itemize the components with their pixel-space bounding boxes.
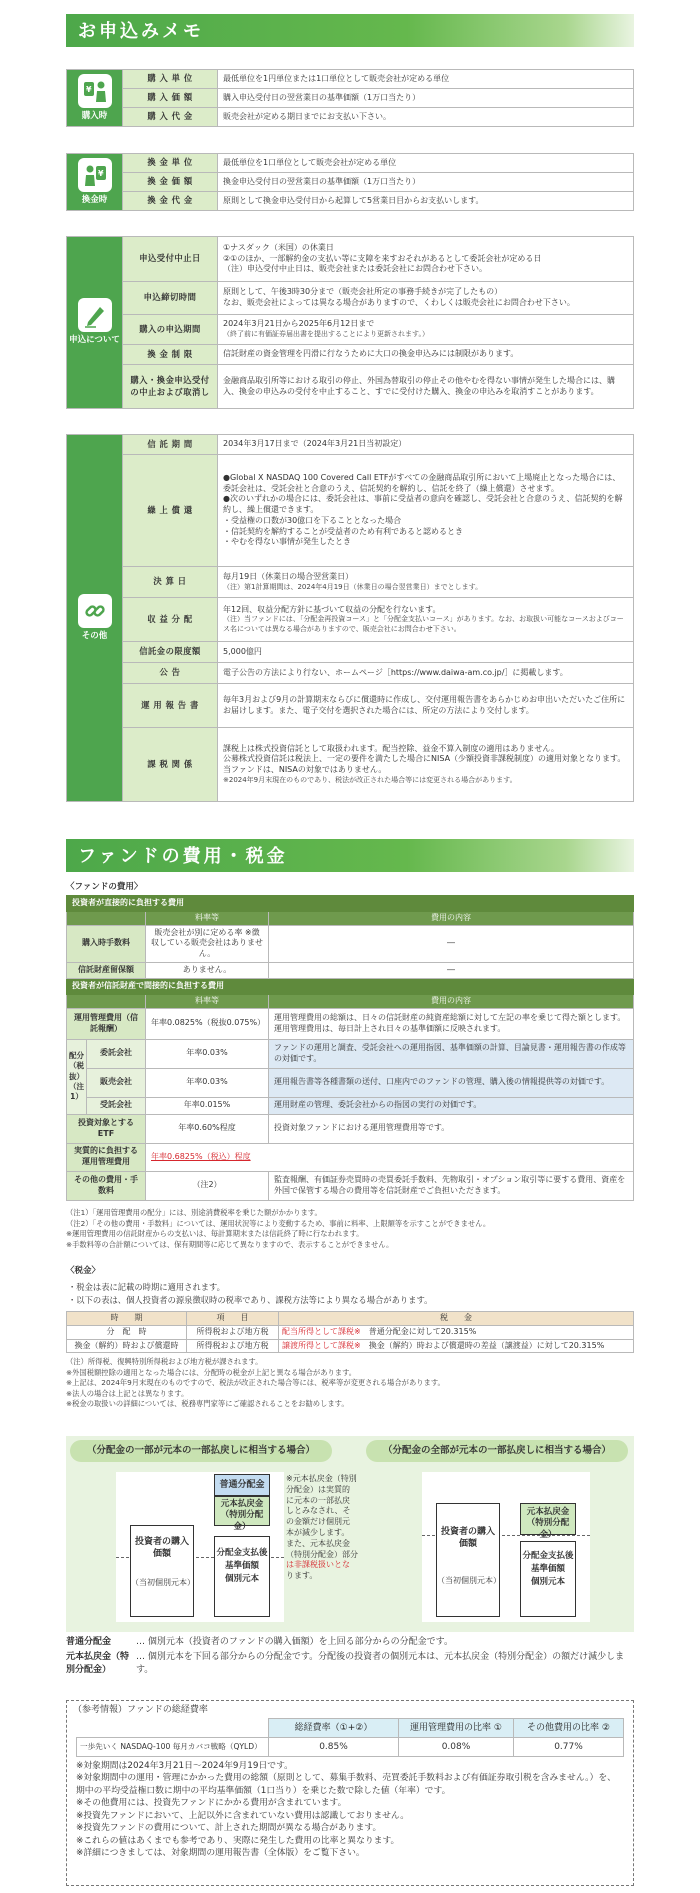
definition-term: 普通分配金 bbox=[66, 1637, 112, 1647]
purchase-icon-label: 購入時 bbox=[81, 110, 108, 121]
tax-head-time: 時 期 bbox=[67, 1312, 187, 1326]
tax-bullet: ・税金は表に記載の時期に適用されます。 bbox=[68, 1282, 225, 1292]
breakdown-seller-label: 販売会社 bbox=[87, 1068, 146, 1097]
fund-cost-heading: 〈ファンドの費用〉 bbox=[66, 882, 143, 892]
report-label: 運 用 報 告 書 bbox=[123, 684, 218, 728]
small-note: （注）第1計算期間は、2024年4月19日（休業日の場合翌営業日）までとします。 bbox=[223, 582, 483, 591]
tax-head-item: 項 目 bbox=[187, 1312, 279, 1326]
direct-fee-header: 料率等 bbox=[146, 911, 269, 925]
effective-value-cell bbox=[146, 1143, 634, 1171]
other-cost-content: 監査報酬、有価証券売買時の売買委託手数料、先物取引・オプション取引等に要する費用、資産を外国で保管する場合の費用等を信託財産でご負担いただきます。 bbox=[269, 1171, 634, 1200]
purchase-payment-label: 購 入 代 金 bbox=[123, 108, 218, 127]
normal-definition bbox=[66, 1636, 634, 1649]
note-line: （注1）「運用管理費用の配分」には、別途消費税率を乗じた額がかかります。 bbox=[66, 1208, 322, 1217]
definition-text: … 個別元本（投資者のファンドの購入価額）を上回る部分からの分配金です。 bbox=[136, 1637, 453, 1647]
suspension-date-value bbox=[218, 237, 634, 282]
note-line: ※元本払戻金（特別 bbox=[286, 1474, 357, 1483]
text-line: ●Global X NASDAQ 100 Covered Call ETFがすべての金融商品取引所において上場廃止となった場合には、委託会社は、受託会社と合意のうえ、信託契約を解約し、信託を終了（繰上償還）させます。 bbox=[223, 472, 621, 493]
purchase-fee-label: 購入時手数料 bbox=[67, 925, 146, 962]
effective-value: 年率0.6825%（税込）程度 bbox=[151, 1151, 251, 1161]
tax-bullets bbox=[68, 1281, 432, 1307]
direct-content-header: 費用の内容 bbox=[269, 911, 634, 925]
note-line: ※対象期間中の運用・管理にかかった費用の総額（原則として、募集手数料、売買委託手数料および有価証券取引税を含みません。）を、期中の平均受益権口数に期中の平均基準価額（1口当り）を乗じた数で除した値（年率）です。 bbox=[76, 1773, 616, 1796]
note-line: ※外国税額控除の適用となった場合には、分配時の税金が上記と異なる場合があります。 bbox=[66, 1367, 357, 1377]
definition-text: … 個別元本を下回る部分からの分配金です。分配後の投資者の個別元本は、元本払戻金（特別分配金）の額だけ減少します。 bbox=[136, 1652, 625, 1676]
text-line: 2024年3月21日から2025年6月12日まで bbox=[223, 319, 375, 329]
text-line: 当ファンドは、NISAの対象ではありません。 bbox=[223, 765, 387, 775]
breakdown-trustor-content: ファンドの運用と調査、受託会社への運用指図、基準価額の計算、目論見書・運用報告書の作成等の対価です。 bbox=[269, 1039, 634, 1068]
pen-icon bbox=[78, 298, 112, 332]
svg-text:¥: ¥ bbox=[85, 84, 92, 94]
indirect-header-blank bbox=[67, 994, 146, 1008]
text-line: ●次のいずれかの場合には、委託会社は、事前に受益者の意向を確認し、受託会社と合意のうえ、信託契約を解約し、繰上償還できます。 bbox=[223, 494, 623, 515]
breakdown-trustor-fee: 年率0.03% bbox=[146, 1039, 269, 1068]
settlement-date-label: 決 算 日 bbox=[123, 567, 218, 598]
other-section bbox=[66, 434, 634, 802]
other-icon-label: その他 bbox=[81, 630, 108, 641]
reference-table bbox=[76, 1718, 624, 1757]
exchange-price-value: 換金申込受付日の翌営業日の基準価額（1万口当たり） bbox=[218, 173, 634, 192]
indirect-fee-header: 料率等 bbox=[146, 994, 269, 1008]
report-value: 毎年3月および9月の計算期末ならびに償還時に作成し、交付運用報告書をあらかじめお申出いただいたご住所にお届けします。また、電子交付を選択された場合には、所定の方法により交付します。 bbox=[218, 684, 634, 728]
trust-limit-value: 5,000億円 bbox=[218, 642, 634, 663]
effective-label: 実質的に負担する運用管理費用 bbox=[67, 1143, 146, 1171]
etf-fee: 年率0.60%程度 bbox=[146, 1114, 269, 1143]
initial-principal-label: （当初個別元本） bbox=[131, 1578, 195, 1588]
exchange-icon-cell bbox=[67, 154, 123, 211]
tax-time-redemption: 換金（解約）時および償還時 bbox=[67, 1339, 187, 1353]
retention-label: 信託財産留保額 bbox=[67, 962, 146, 978]
purchase-payment-value: 販売会社が定める期日までにお支払い下さい。 bbox=[218, 108, 634, 127]
purchase-price-label: 購 入 価 額 bbox=[123, 89, 218, 108]
text-line: ・信託契約を解約することが受益者のため有利であると認めるとき bbox=[223, 526, 463, 536]
principal-label: 個別元本 bbox=[530, 1577, 565, 1588]
application-section bbox=[66, 236, 634, 409]
normal-dist-box: 普通分配金 bbox=[214, 1474, 270, 1496]
ref-head-total: 総経費率（①+②） bbox=[269, 1719, 399, 1738]
breakdown-trustee-fee: 年率0.015% bbox=[146, 1097, 269, 1114]
tax-desc: 普通分配金に対して20.315% bbox=[368, 1326, 477, 1336]
indirect-content-header: 費用の内容 bbox=[269, 994, 634, 1008]
link-icon bbox=[78, 594, 112, 628]
memo-title: お申込みメモ bbox=[78, 21, 204, 42]
note-line: ります。 bbox=[286, 1571, 318, 1581]
other-icon-cell bbox=[67, 435, 123, 802]
note-line: ※対象期間は2024年3月21日～2024年9月19日です。 bbox=[76, 1761, 293, 1771]
ref-head-mgmt: 運用管理費用の比率 ① bbox=[399, 1719, 514, 1738]
refund-note bbox=[286, 1474, 366, 1582]
tax-head-tax: 税 金 bbox=[279, 1312, 634, 1326]
text-line: ①ナスダック（米国）の休業日 bbox=[223, 242, 334, 252]
left-scenario-title: （分配金の一部が元本の一部払戻しに相当する場合） bbox=[70, 1440, 332, 1462]
application-icon-cell bbox=[67, 237, 123, 409]
tax-heading: 〈税金〉 bbox=[66, 1266, 101, 1276]
cancellation-label: 購入・換金申込受付の中止および取消し bbox=[123, 365, 218, 409]
purchase-section bbox=[66, 69, 634, 127]
note-line: （注）所得税、復興特別所得税および地方税が課されます。 bbox=[66, 1357, 263, 1366]
tax-notes bbox=[66, 1357, 634, 1410]
tax-desc: 換金（解約）時および償還時の差益（譲渡益）に対して20.315% bbox=[368, 1340, 605, 1350]
note-line: ※その他費用には、投資先ファンドにかかる費用が含まれています。 bbox=[76, 1798, 347, 1809]
exchange-limit-label: 換 金 制 限 bbox=[123, 345, 218, 365]
text-line: ・受益権の口数が30億口を下ることとなった場合 bbox=[223, 515, 402, 525]
tax-value-distribution bbox=[279, 1325, 634, 1339]
exchange-section bbox=[66, 153, 634, 211]
taxation-value bbox=[218, 728, 634, 802]
application-period-label: 購入の申込期間 bbox=[123, 315, 218, 345]
note-line: ※運用管理費用の信託財産からの支払いは、毎計算期末または信託終了時に行なわれます。 bbox=[66, 1229, 364, 1239]
fees-title-bar bbox=[66, 839, 634, 872]
memo-title-bar bbox=[66, 14, 634, 47]
fee-table bbox=[66, 895, 634, 1201]
deadline-label: 申込締切時間 bbox=[123, 282, 218, 315]
breakdown-seller-fee: 年率0.03% bbox=[146, 1068, 269, 1097]
tax-item-distribution: 所得税および地方税 bbox=[187, 1325, 279, 1339]
reference-notes bbox=[76, 1760, 624, 1860]
text-line: 公募株式投資信託は税法上、一定の要件を満たした場合にNISA（少額投資非課税制度）の適用対象となります。 bbox=[223, 754, 626, 764]
fee-notes bbox=[66, 1208, 634, 1250]
text-line: ・やむを得ない事情が発生したとき bbox=[223, 537, 351, 547]
public-notice-label: 公 告 bbox=[123, 663, 218, 684]
tax-time-distribution: 分 配 時 bbox=[67, 1325, 187, 1339]
exchange-icon-label: 換金時 bbox=[81, 194, 108, 205]
after-label: 分配金支払後 bbox=[216, 1548, 268, 1558]
ref-fund-name: 一歩先いく NASDAQ-100 毎月カバコ戦略（QYLD） bbox=[77, 1738, 269, 1757]
public-notice-value: 電子公告の方法により行ない、ホームページ［https://www.daiwa-am.co.jp/］に掲載します。 bbox=[218, 663, 634, 684]
direct-header-blank bbox=[67, 911, 146, 925]
small-note: （注）当ファンドには、「分配金再投資コース」と「分配金支払いコース」があります。なお、お取扱い可能なコースおよびコース名については異なる場合がありますので、販売会社にお問合わせ下さい。 bbox=[223, 615, 624, 633]
ref-other: 0.77% bbox=[514, 1738, 624, 1757]
tax-bullet: ・以下の表は、個人投資者の源泉徴収時の税率であり、課税方法等により異なる場合があります。 bbox=[68, 1294, 433, 1305]
suspension-date-label: 申込受付中止日 bbox=[123, 237, 218, 282]
small-note: ※2024年9月末現在のものであり、税法が改正された場合等には変更される場合があります。 bbox=[223, 775, 517, 784]
left-after-box bbox=[214, 1536, 270, 1617]
note-line: ※これらの値はあくまでも参考であり、実際に発生した費用の比率と異なります。 bbox=[76, 1835, 400, 1846]
mgmt-fee-content: 運用管理費用の総額は、日々の信託財産の純資産総額に対して左記の率を乗じて得た額とします。運用管理費用は、毎日計上され日々の基準価額に反映されます。 bbox=[269, 1008, 634, 1039]
definition-term: 元本払戻金（特別分配金） bbox=[66, 1652, 130, 1676]
note-line: 本が減少します。 bbox=[286, 1527, 350, 1537]
note-line: ※投資先ファンドにおいて、上記以外に含まれていない費用は認識しておりません。 bbox=[76, 1810, 410, 1821]
tax-item-redemption: 所得税および地方税 bbox=[187, 1339, 279, 1353]
text-line: 年12回、収益分配方針に基づいて収益の分配を行ないます。 bbox=[223, 604, 441, 614]
base-nav-label: 基準価額 bbox=[530, 1564, 565, 1575]
purchase-price-value: 購入申込受付日の翌営業日の基準価額（1万口当たり） bbox=[218, 89, 634, 108]
distribution-illustration bbox=[66, 1436, 634, 1632]
tax-value-redemption bbox=[279, 1339, 634, 1353]
initial-principal-label: （当初個別元本） bbox=[437, 1576, 501, 1586]
exchange-icon bbox=[78, 158, 112, 192]
fees-title: ファンドの費用・税金 bbox=[78, 846, 288, 867]
deadline-value bbox=[218, 282, 634, 315]
purchase-fee-content: ― bbox=[269, 925, 634, 962]
refund-box-right: 元本払戻金（特別分配金） bbox=[520, 1503, 576, 1535]
settlement-date-value bbox=[218, 567, 634, 598]
note-line: また、元本払戻金 bbox=[286, 1538, 350, 1548]
text-line: ②①のほか、一部解約金の支払い等に支障を来すおそれがあるとして委託会社が定める日 bbox=[223, 253, 542, 263]
exchange-price-label: 換 金 価 額 bbox=[123, 173, 218, 192]
reference-title: （参考情報）ファンドの総経費率 bbox=[73, 1705, 208, 1715]
after-label: 分配金支払後 bbox=[522, 1551, 574, 1561]
refund-box-left: 元本払戻金（特別分配金） bbox=[214, 1496, 270, 1526]
note-line: ※手数料等の合計額については、保有期間等に応じて異なりますので、表示することができません。 bbox=[66, 1239, 394, 1249]
breakdown-trustor-label: 委託会社 bbox=[87, 1039, 146, 1068]
exchange-limit-value: 信託財産の資金管理を円滑に行なうために大口の換金申込みには制限があります。 bbox=[218, 345, 634, 365]
text-line: （注）申込受付中止日は、販売会社または委託会社にお問合わせ下さい。 bbox=[223, 264, 487, 274]
reference-box bbox=[66, 1700, 634, 1886]
note-line: の金額だけ個別元 bbox=[286, 1517, 350, 1527]
application-icon-label: 申込について bbox=[69, 335, 120, 346]
small-note: （終了前に有価証券届出書を提出することにより更新されます。） bbox=[223, 330, 429, 339]
early-redemption-label: 繰 上 償 還 bbox=[123, 455, 218, 567]
base-nav-label: 基準価額 bbox=[224, 1561, 259, 1572]
note-line: に元本の一部払戻 bbox=[286, 1495, 350, 1505]
note-line: ※詳細につきましては、対象期間の運用報告書（全体版）をご覧下さい。 bbox=[76, 1848, 365, 1859]
note-line: ※法人の場合は上記とは異なります。 bbox=[66, 1388, 189, 1398]
etf-label: 投資対象とするETF bbox=[67, 1114, 146, 1143]
note-line: ※投資先ファンドの費用について、計上された期間が異なる場合があります。 bbox=[76, 1823, 382, 1834]
note-line: は非課税扱いとな bbox=[286, 1560, 350, 1570]
right-purchase-price-box bbox=[436, 1503, 500, 1617]
retention-value: ありません。 bbox=[146, 962, 269, 978]
investor-price-label: 投資者の購入価額 bbox=[134, 1537, 189, 1560]
note-line: （特別分配金）部分 bbox=[286, 1549, 358, 1559]
left-purchase-price-box bbox=[130, 1525, 194, 1617]
purchase-unit-value: 最低単位を1円単位または1口単位として販売会社が定める単位 bbox=[218, 70, 634, 89]
distribution-definitions bbox=[66, 1636, 634, 1677]
mgmt-fee-label: 運用管理費用（信託報酬） bbox=[67, 1008, 146, 1039]
trust-period-label: 信 託 期 間 bbox=[123, 435, 218, 455]
refund-definition bbox=[66, 1651, 634, 1677]
svg-text:¥: ¥ bbox=[97, 168, 104, 178]
cancellation-value: 金融商品取引所等における取引の停止、外国為替取引の停止その他やむを得ない事情が発生した場合には、購入、換金の申込みの受付を中止すること、すでに受付けた購入、換金の申込みを取消すことがあります。 bbox=[218, 365, 634, 409]
distribution-label: 収 益 分 配 bbox=[123, 598, 218, 642]
direct-cost-heading: 投資者が直接的に負担する費用 bbox=[67, 896, 634, 912]
purchase-icon-cell bbox=[67, 70, 123, 127]
breakdown-label: 配分（税抜）（注1） bbox=[67, 1039, 87, 1114]
tax-tag: 譲渡所得として課税 bbox=[282, 1340, 354, 1350]
note-line: 分配金）は実質的 bbox=[286, 1484, 350, 1494]
indirect-cost-heading: 投資者が信託財産で間接的に負担する費用 bbox=[67, 978, 634, 994]
breakdown-trustee-label: 受託会社 bbox=[87, 1097, 146, 1114]
right-after-box bbox=[520, 1541, 576, 1617]
investor-price-label: 投資者の購入価額 bbox=[440, 1527, 495, 1550]
distribution-value bbox=[218, 598, 634, 642]
text-line: 原則として、午後3時30分まで（販売会社所定の事務手続きが完了したもの） bbox=[223, 287, 503, 297]
other-cost-fee: （注2） bbox=[146, 1171, 269, 1200]
mgmt-fee-value: 年率0.0825%（税抜0.075%） bbox=[146, 1008, 269, 1039]
right-scenario-title: （分配金の全部が元本の一部払戻しに相当する場合） bbox=[366, 1440, 628, 1462]
ref-mgmt: 0.08% bbox=[399, 1738, 514, 1757]
tax-table bbox=[66, 1311, 634, 1353]
purchase-icon bbox=[78, 74, 112, 108]
note-line: （注2）「その他の費用・手数料」については、運用状況等により変動するため、事前に料率、上限額等を示すことができません。 bbox=[66, 1218, 491, 1228]
retention-content: ― bbox=[269, 962, 634, 978]
text-line: なお、販売会社によっては異なる場合がありますので、くわしくは販売会社にお問合わせ下さい。 bbox=[223, 298, 575, 307]
early-redemption-value bbox=[218, 455, 634, 567]
text-line: 毎月19日（休業日の場合翌営業日） bbox=[223, 571, 354, 581]
trust-limit-label: 信託金の限度額 bbox=[123, 642, 218, 663]
exchange-payment-label: 換 金 代 金 bbox=[123, 192, 218, 211]
principal-label: 個別元本 bbox=[224, 1574, 259, 1585]
note-line: ※税金の取扱いの詳細については、税務専門家等にご確認されることをお勧めします。 bbox=[66, 1399, 349, 1409]
exchange-unit-label: 換 金 単 位 bbox=[123, 154, 218, 173]
ref-total: 0.85% bbox=[269, 1738, 399, 1757]
application-period-value bbox=[218, 315, 634, 345]
etf-content: 投資対象ファンドにおける運用管理費用等です。 bbox=[269, 1114, 634, 1143]
purchase-fee-value: 販売会社が別に定める率 ※徴収している販売会社はありません。 bbox=[146, 925, 269, 962]
tax-mark: ※ bbox=[354, 1340, 361, 1350]
trust-period-value: 2034年3月17日まで（2024年3月21日当初設定） bbox=[218, 435, 634, 455]
tax-mark: ※ bbox=[354, 1326, 361, 1336]
note-line: しとみなされ、そ bbox=[286, 1506, 351, 1516]
text-line: 課税上は株式投資信託として取扱われます。配当控除、益金不算入制度の適用はありません。 bbox=[223, 743, 559, 753]
purchase-unit-label: 購 入 単 位 bbox=[123, 70, 218, 89]
note-line: ※上記は、2024年9月末現在のものですので、税法が改正された場合等には、税率等が変更される場合があります。 bbox=[66, 1378, 445, 1388]
ref-head-blank bbox=[77, 1719, 269, 1738]
taxation-label: 課 税 関 係 bbox=[123, 728, 218, 802]
tax-tag: 配当所得として課税 bbox=[282, 1326, 354, 1336]
breakdown-trustee-content: 運用財産の管理、委託会社からの指図の実行の対価です。 bbox=[269, 1097, 634, 1114]
ref-head-other: その他費用の比率 ② bbox=[514, 1719, 624, 1738]
exchange-payment-value: 原則として換金申込受付日から起算して5営業日目からお支払いします。 bbox=[218, 192, 634, 211]
exchange-unit-value: 最低単位を1口単位として販売会社が定める単位 bbox=[218, 154, 634, 173]
breakdown-seller-content: 運用報告書等各種書類の送付、口座内でのファンドの管理、購入後の情報提供等の対価です。 bbox=[269, 1068, 634, 1097]
other-cost-label: その他の費用・手数料 bbox=[67, 1171, 146, 1200]
